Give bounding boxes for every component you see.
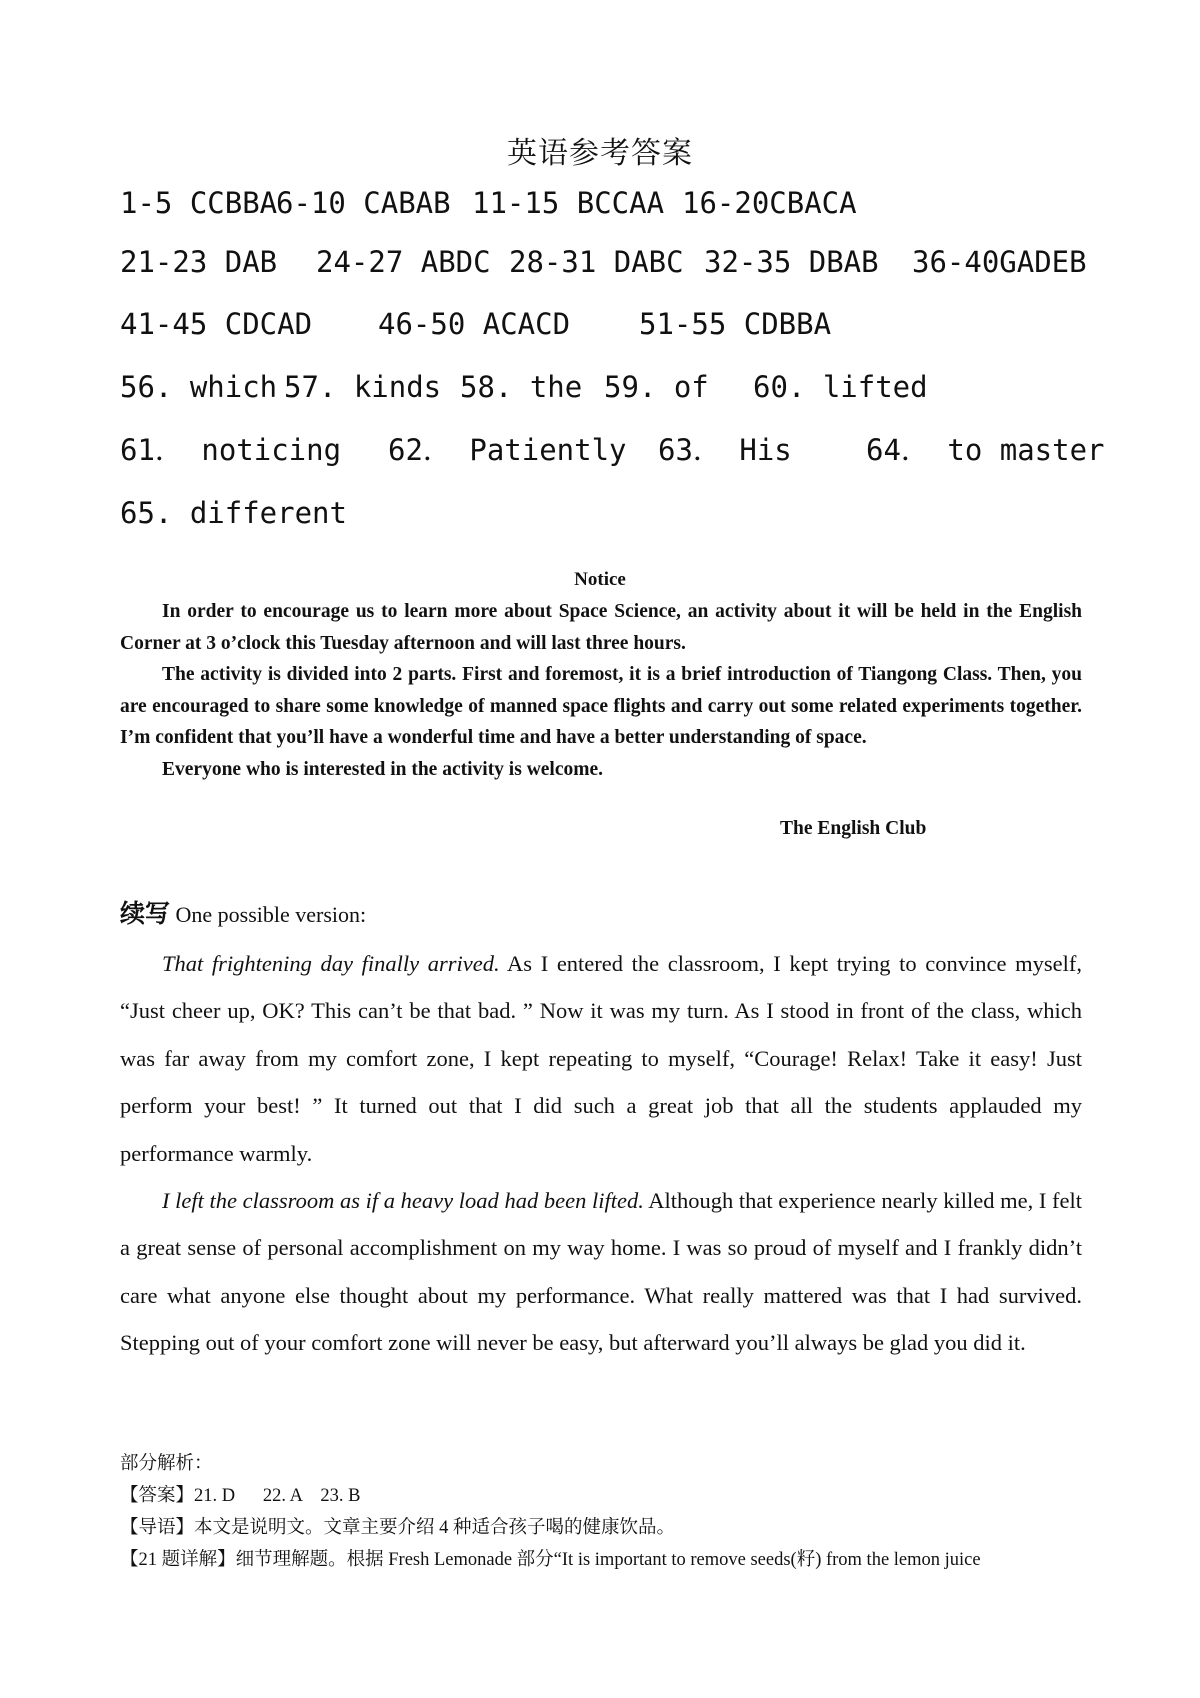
answer-group: 56. which bbox=[120, 370, 278, 404]
notice-paragraph: The activity is divided into 2 parts. First and foremost, it is a brief introduction of Tiangong Class. Then, you are encouraged to share some knowledge of manned space flights and carry out some related experiments together. I’m confident that you’ll have a wonderful time and have a better understanding of space. bbox=[120, 664, 1082, 748]
continuation-story bbox=[120, 940, 1082, 1367]
answer-group: 21-23 DAB bbox=[120, 245, 278, 279]
answer-row-6 bbox=[120, 493, 1080, 613]
answer-group: 59. of bbox=[604, 370, 709, 404]
answer-group: 61． noticing bbox=[120, 433, 342, 467]
answer-group: 62． Patiently bbox=[388, 433, 627, 467]
answer-group: 65. different bbox=[120, 496, 347, 530]
answer-group: 60. lifted bbox=[753, 370, 928, 404]
answer-group: 36-40GADEB bbox=[912, 245, 1087, 279]
notice-signature: The English Club bbox=[780, 818, 927, 839]
answer-group: 28-31 DABC bbox=[509, 245, 684, 279]
story-paragraph bbox=[120, 1177, 1082, 1367]
answer-group: 32-35 DBAB bbox=[704, 245, 879, 279]
analysis-guide-line: 【导语】本文是说明文。文章主要介绍 4 种适合孩子喝的健康饮品。 bbox=[120, 1518, 676, 1538]
story-paragraph bbox=[120, 940, 1082, 1177]
analysis-section bbox=[120, 1448, 1100, 1576]
answer-group: 64． to master bbox=[866, 433, 1105, 467]
notice-paragraph: Everyone who is interested in the activity is welcome. bbox=[162, 758, 604, 780]
continuation-heading bbox=[120, 894, 366, 930]
story-text: Although that experience nearly killed me, I felt a great sense of personal accomplishment on my way home. I was so proud of myself and I frankly didn’t care what anyone else thought about my performance. What really mattered was that I had survived. Stepping out of your comfort zone will never be easy, but afterward you’ll always be glad you did it. bbox=[120, 1188, 1082, 1356]
continuation-subtitle: One possible version: bbox=[175, 902, 367, 927]
answer-group: 11-15 BCCAA bbox=[472, 186, 665, 220]
answer-group: 41-45 CDCAD bbox=[120, 307, 313, 341]
analysis-heading: 部分解析： bbox=[120, 1454, 213, 1474]
answer-group: 16-20CBACA bbox=[682, 186, 857, 220]
answer-group: 63． His bbox=[658, 433, 792, 467]
story-opening-sentence: I left the classroom as if a heavy load had been lifted. bbox=[162, 1188, 644, 1214]
story-opening-sentence: That frightening day finally arrived. bbox=[162, 951, 500, 976]
story-text: As I entered the classroom, I kept trying to convince myself, “Just cheer up, OK? This can’t be that bad. ” Now it was my turn. As I stood in front of the class, which was far away from my comfort zone, I kept repeating to myself, “Courage! Relax! Take it easy! Just perform your best! ” It turned out that I did such a great job that all the students applauded my performance warmly. bbox=[120, 951, 1082, 1166]
notice-paragraph: In order to encourage us to learn more about Space Science, an activity about it will be held in the English Corner at 3 o’clock this Tuesday afternoon and will last three hours. bbox=[120, 601, 1082, 654]
answer-group: 24-27 ABDC bbox=[316, 245, 491, 279]
answer-group: 46-50 ACACD bbox=[378, 307, 571, 341]
notice-body bbox=[120, 596, 1082, 785]
page-title: 英语参考答案 bbox=[507, 136, 693, 171]
answer-group: 6-10 CABAB bbox=[276, 186, 451, 220]
answer-group: 51-55 CDBBA bbox=[639, 307, 832, 341]
continuation-label: 续写 bbox=[120, 899, 171, 928]
answer-group: 58. the bbox=[460, 370, 583, 404]
answer-group: 57. kinds bbox=[284, 370, 442, 404]
analysis-detail-line: 【21 题详解】细节理解题。根据 Fresh Lemonade 部分“It is important to remove seeds(籽) from the lemon juice bbox=[120, 1550, 981, 1570]
analysis-answer-line: 【答案】21. D 22. A 23. B bbox=[120, 1486, 361, 1506]
notice-title: Notice bbox=[574, 569, 626, 590]
answer-group: 1-5 CCBBA bbox=[120, 186, 278, 220]
